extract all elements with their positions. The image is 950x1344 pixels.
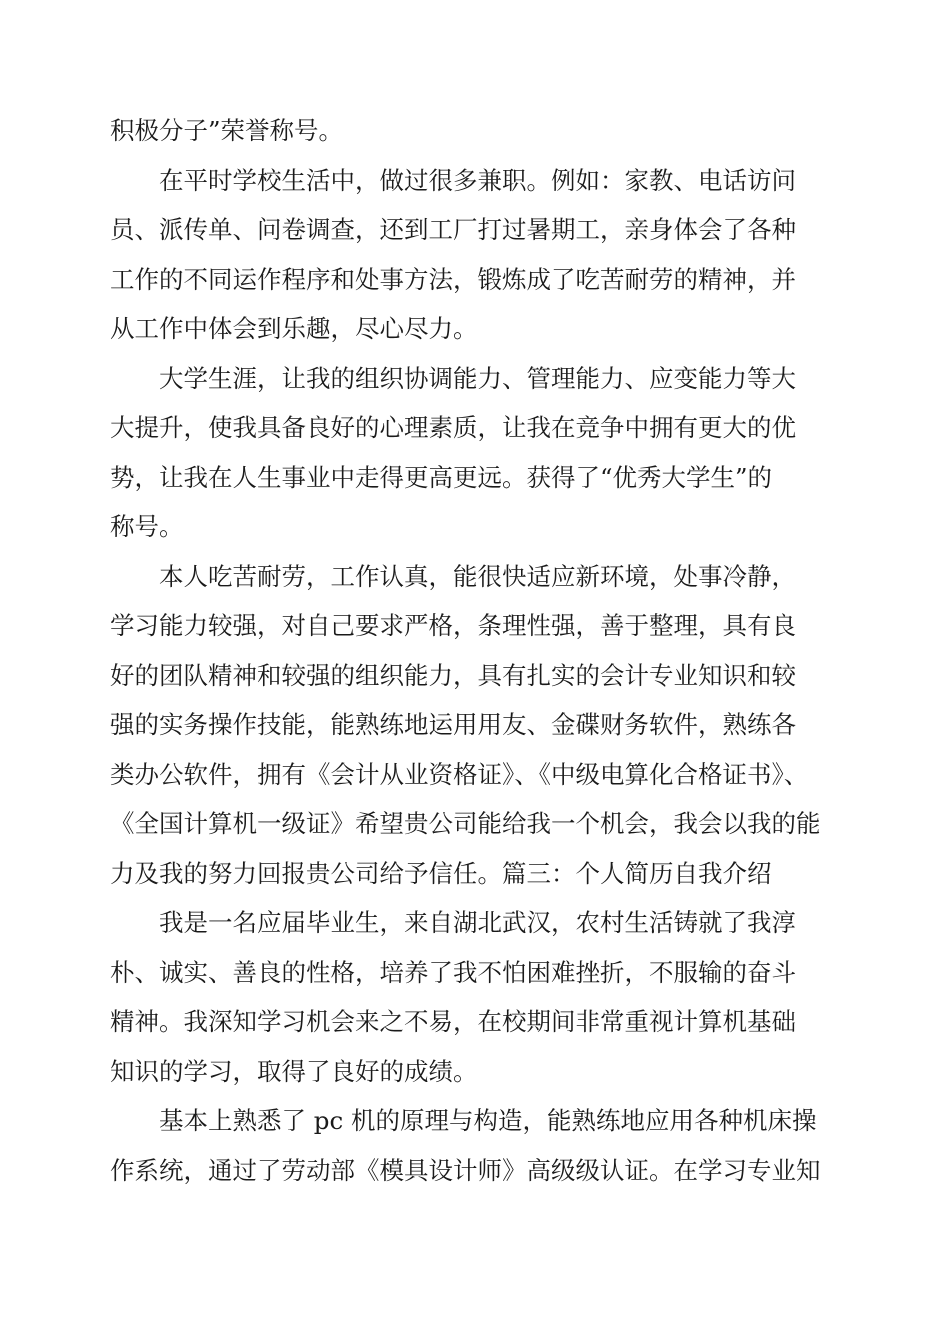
- text-line: 大学生涯，让我的组织协调能力、管理能力、应变能力等大: [159, 363, 796, 393]
- text-line: 称号。: [110, 512, 184, 541]
- text-line: 在平时学校生活中，做过很多兼职。例如：家教、电话访问: [159, 165, 796, 195]
- text-line: 精神。我深知学习机会来之不易，在校期间非常重视计算机基础: [110, 1007, 796, 1036]
- text-line: 积极分子”荣誉称号。: [110, 116, 344, 145]
- text-line: 本人吃苦耐劳，工作认真，能很快适应新环境，处事冷静，: [159, 561, 796, 591]
- text-line: 好的团队精神和较强的组织能力，具有扎实的会计专业知识和较: [110, 660, 796, 690]
- document-body: [110, 106, 850, 1195]
- text-line: 朴、诚实、善良的性格，培养了我不怕困难挫折，不服输的奋斗: [110, 957, 796, 987]
- text-line: 我是一名应届毕业生，来自湖北武汉，农村生活铸就了我淳: [159, 908, 796, 937]
- text-line: 强的实务操作技能，能熟练地运用用友、金碟财务软件，熟练各: [110, 710, 796, 739]
- text-line: 作系统，通过了劳动部《模具设计师》高级级认证。在学习专业知: [110, 1155, 821, 1185]
- text-line: 大提升，使我具备良好的心理素质，让我在竞争中拥有更大的优: [110, 413, 796, 442]
- text-line: 知识的学习，取得了良好的成绩。: [110, 1056, 478, 1086]
- text-line: 从工作中体会到乐趣，尽心尽力。: [110, 314, 478, 343]
- text-line: 学习能力较强，对自己要求严格，条理性强，善于整理，具有良: [110, 611, 796, 640]
- text-line: 工作的不同运作程序和处事方法，锻炼成了吃苦耐劳的精神，并: [110, 264, 796, 294]
- text-line: 《全国计算机一级证》希望贵公司能给我一个机会，我会以我的能: [110, 809, 821, 838]
- text-line: 势，让我在人生事业中走得更高更远。获得了“优秀大学生”的: [110, 462, 773, 492]
- text-line: 员、派传单、问卷调查，还到工厂打过暑期工，亲身体会了各种: [110, 215, 796, 244]
- text-line: 力及我的努力回报贵公司给予信任。篇三：个人简历自我介绍: [110, 858, 772, 888]
- text-line: 基本上熟悉了 pc 机的原理与构造，能熟练地应用各种机床操: [159, 1106, 817, 1135]
- text-line: 类办公软件，拥有《会计从业资格证》、《中级电算化合格证书》、: [110, 759, 809, 789]
